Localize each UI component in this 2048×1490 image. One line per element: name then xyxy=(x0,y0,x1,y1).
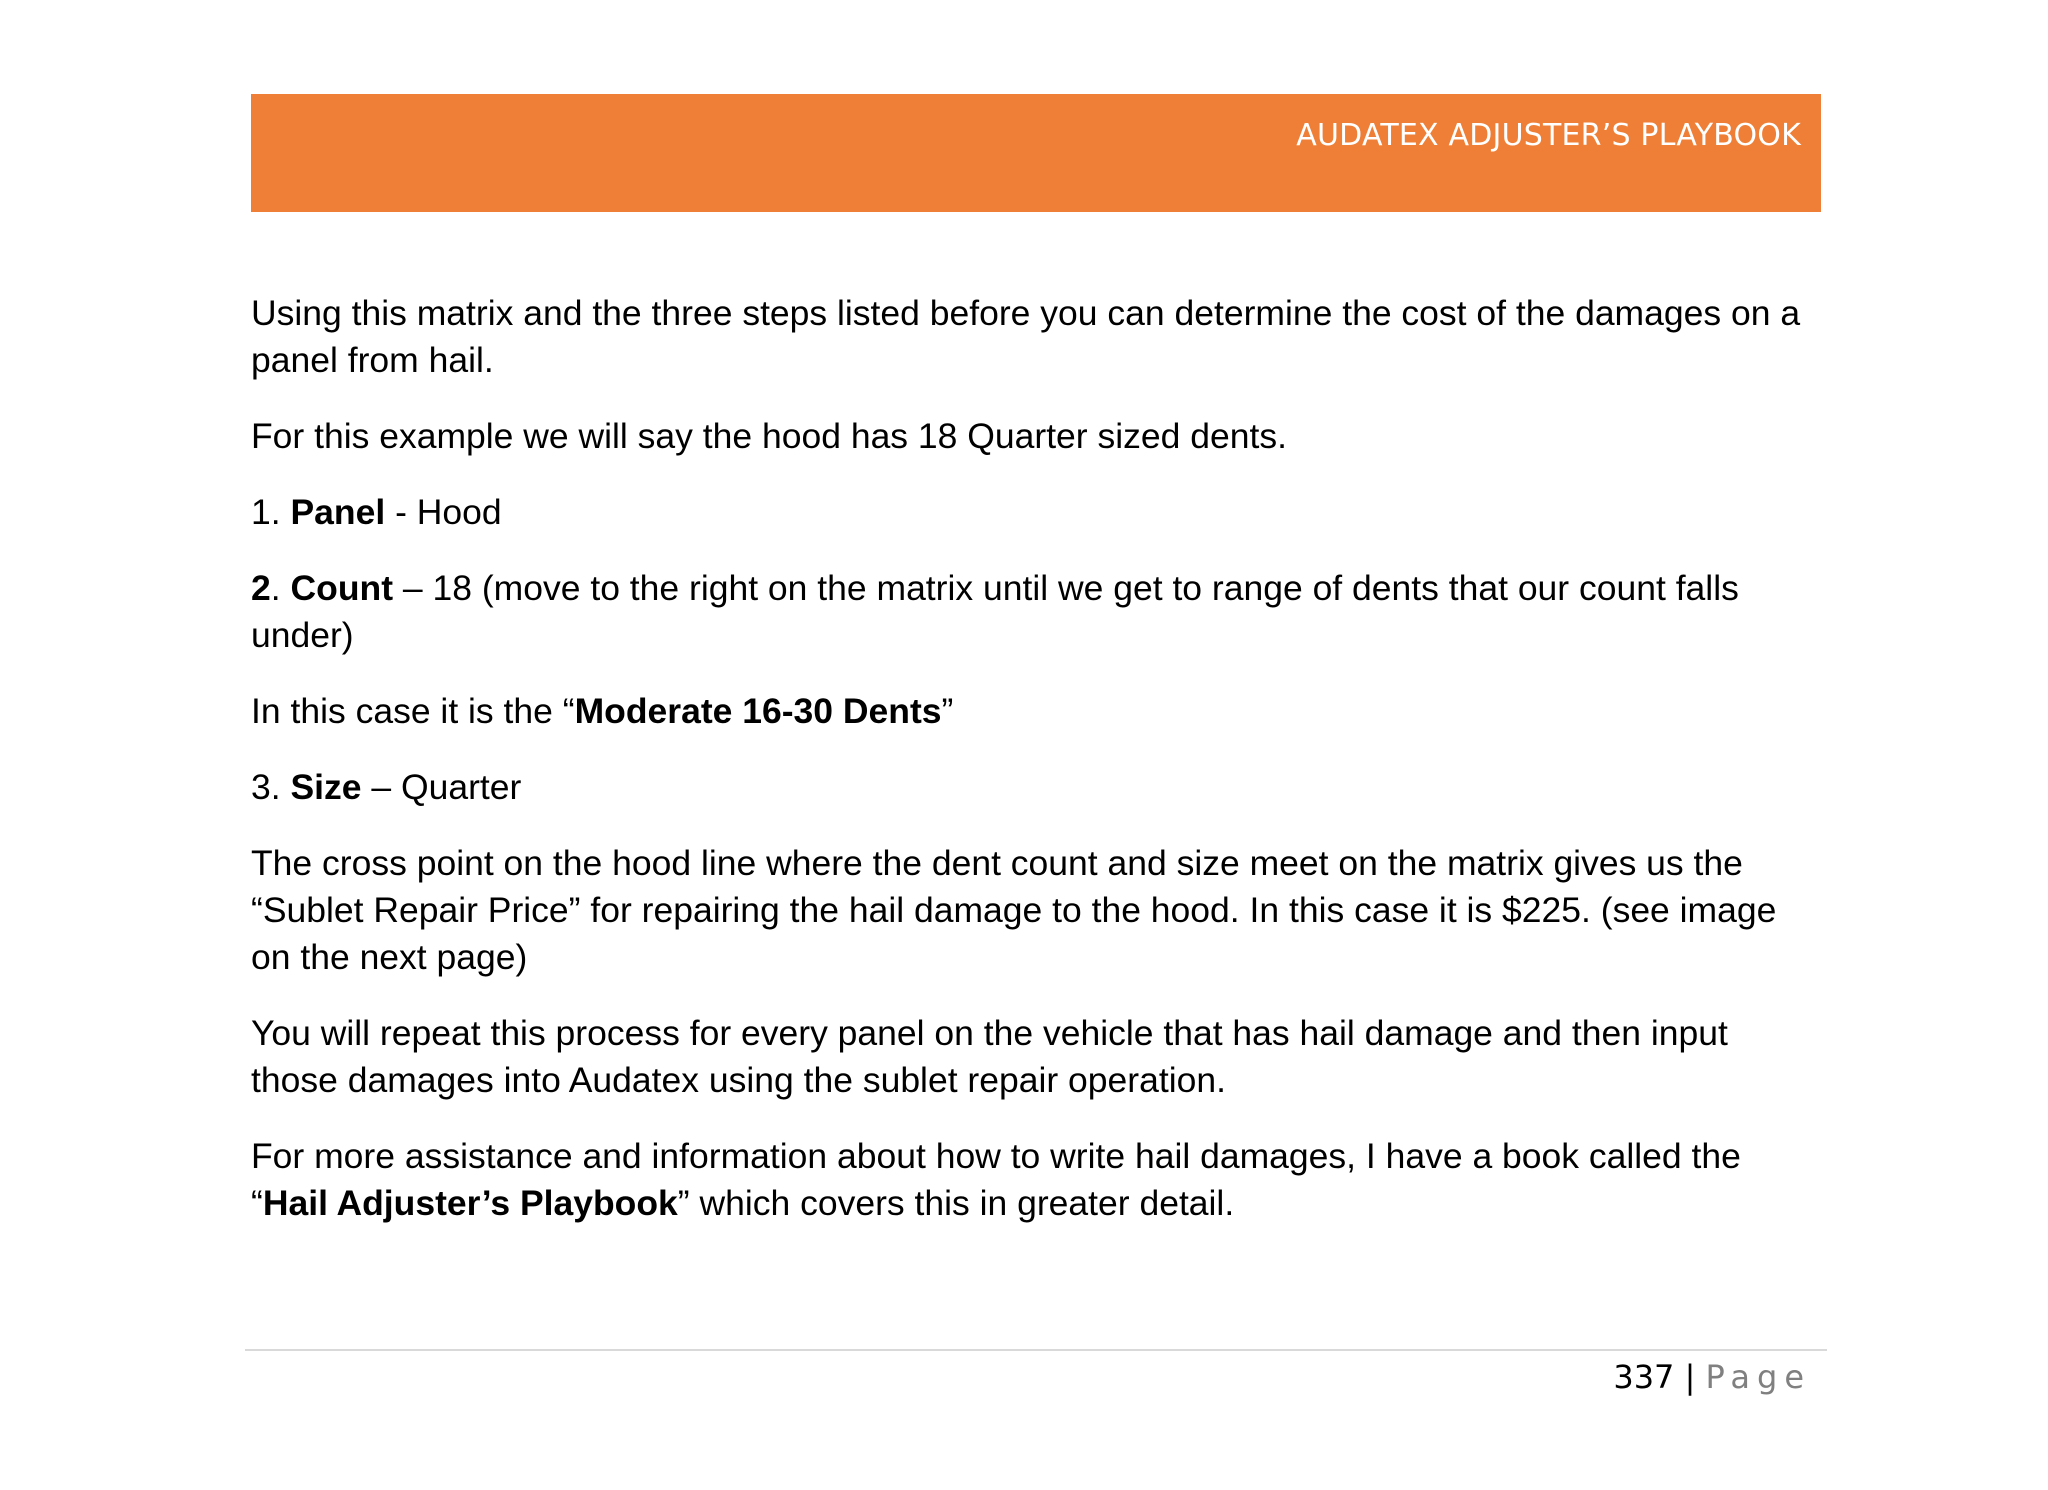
step-number: 1. xyxy=(251,492,281,532)
example-paragraph: For this example we will say the hood has 18 Quarter sized dents. xyxy=(251,416,1287,456)
step-text: – Quarter xyxy=(361,767,522,807)
more-suffix: ” which covers this in greater detail. xyxy=(677,1183,1235,1223)
step-panel xyxy=(251,489,1811,536)
footer-separator: | xyxy=(1684,1358,1696,1396)
page-footer xyxy=(1613,1358,1811,1396)
more-info-paragraph xyxy=(251,1133,1811,1227)
step-label: Size xyxy=(290,767,362,807)
page-label: Page xyxy=(1705,1358,1811,1396)
step-dot: . xyxy=(270,568,281,608)
page-number: 337 xyxy=(1613,1358,1675,1396)
more-prefix: For more assistance and information about how to write hail damages, I have a book called the “ xyxy=(251,1136,1741,1223)
intro-paragraph: Using this matrix and the three steps listed before you can determine the cost of the damages on a panel from hail. xyxy=(251,293,1801,380)
case-range: Moderate 16-30 Dents xyxy=(574,691,942,731)
step-text: - Hood xyxy=(385,492,502,532)
step-size xyxy=(251,764,1811,811)
step-text: – 18 (move to the right on the matrix until we get to range of dents that our count falls under) xyxy=(251,568,1739,655)
cross-point-paragraph: The cross point on the hood line where the dent count and size meet on the matrix gives us the “Sublet Repair Price” for repairing the hail damage to the hood. In this case it is $225. (see image on the next page) xyxy=(251,843,1777,977)
repeat-paragraph: You will repeat this process for every panel on the vehicle that has hail damage and then input those damages into Audatex using the sublet repair operation. xyxy=(251,1013,1728,1100)
step-label: Panel xyxy=(290,492,386,532)
step-count xyxy=(251,565,1811,659)
step-number: 2 xyxy=(251,568,271,608)
footer-divider xyxy=(245,1349,1827,1351)
step-number: 3. xyxy=(251,767,281,807)
step-label: Count xyxy=(290,568,394,608)
case-paragraph xyxy=(251,688,1811,735)
header-title: AUDATEX ADJUSTER’S PLAYBOOK xyxy=(1296,118,1801,153)
case-prefix: In this case it is the “ xyxy=(251,691,575,731)
page-content xyxy=(251,290,1811,1256)
header-band xyxy=(251,94,1821,212)
book-title: Hail Adjuster’s Playbook xyxy=(262,1183,678,1223)
case-suffix: ” xyxy=(941,691,954,731)
